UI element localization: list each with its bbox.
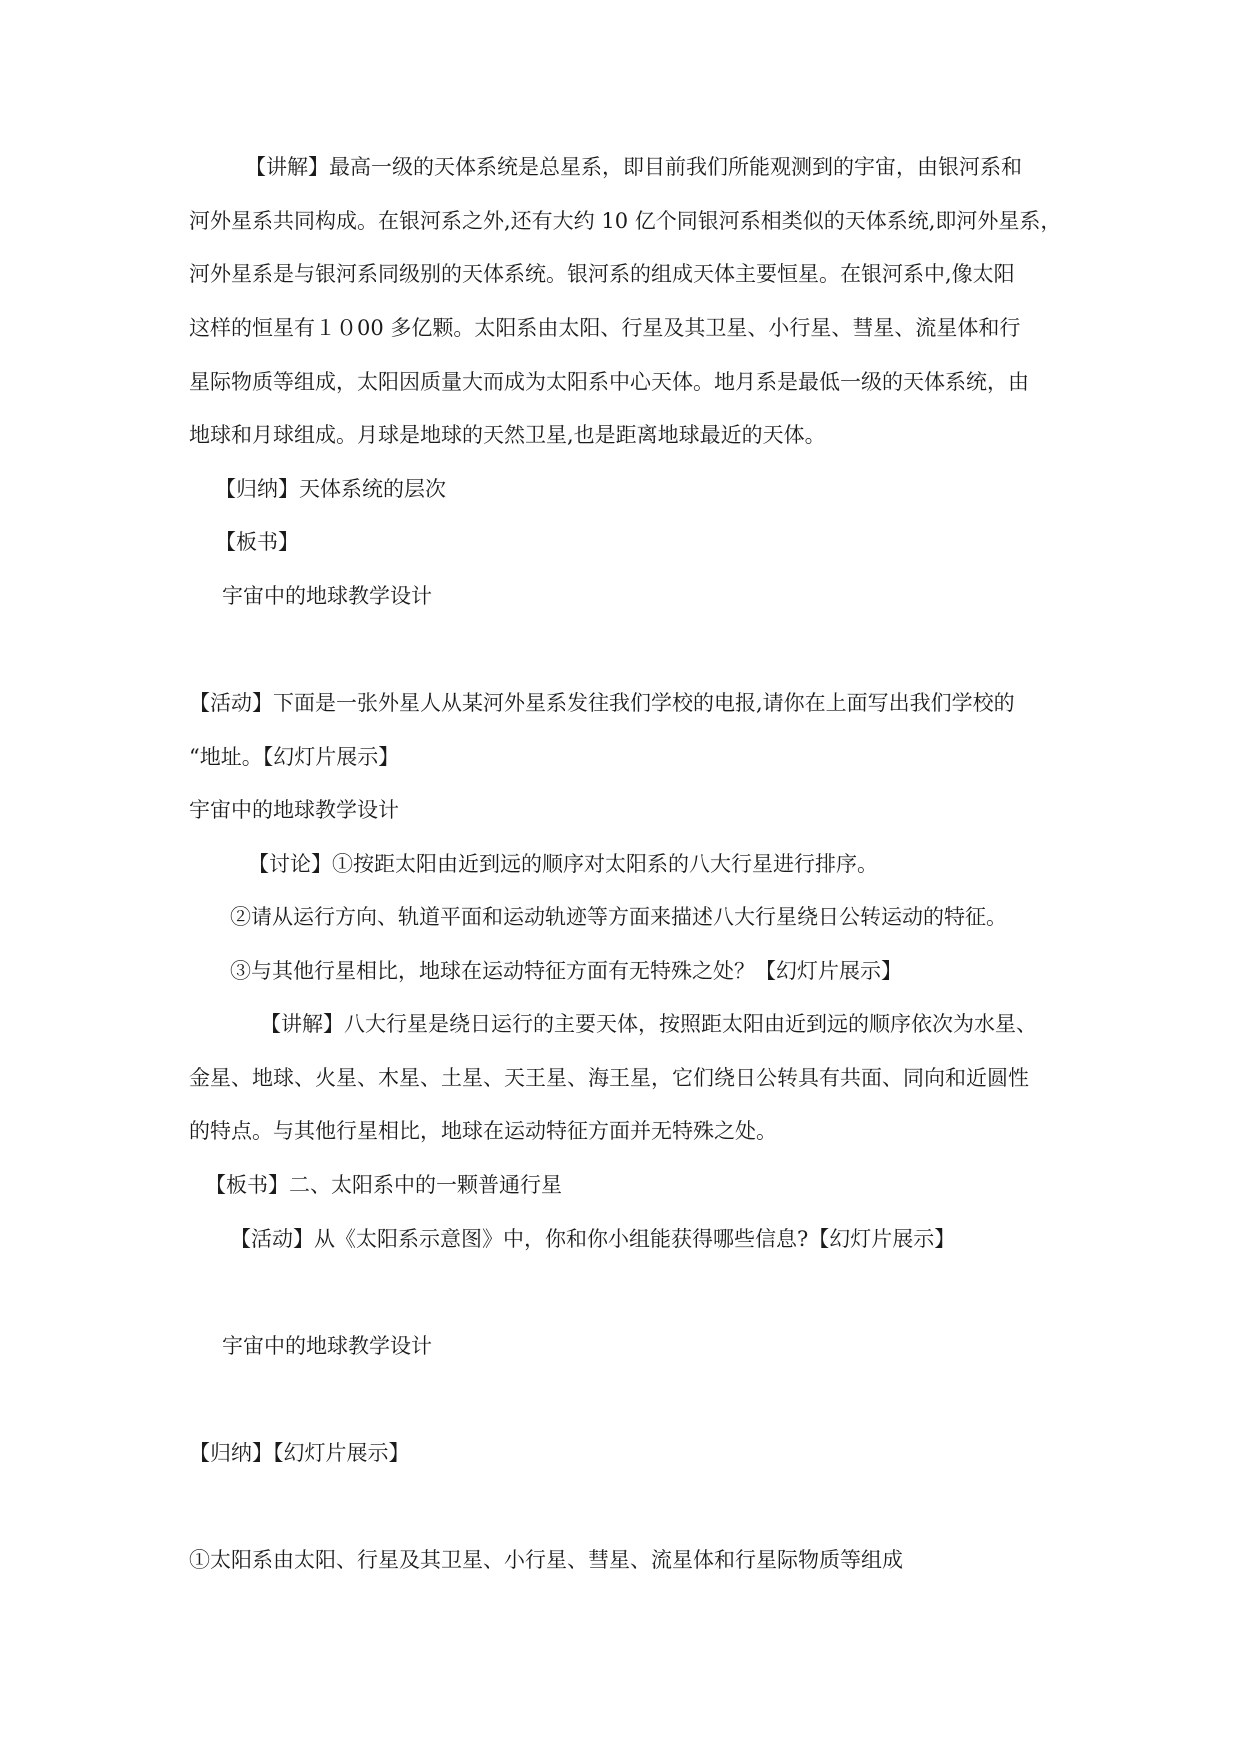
paragraph-2-line-1: 【讲解】八大行星是绕日运行的主要天体，按照距太阳由近到远的顺序依次为水星、 <box>260 1012 1037 1036</box>
activity-1-line-1: 【活动】下面是一张外星人从某河外星系发往我们学校的电报,请你在上面写出我们学校的 <box>189 691 1015 715</box>
paragraph-1-line-3: 河外星系是与银河系同级别的天体系统。银河系的组成天体主要恒星。在银河系中,像太阳 <box>189 262 1015 286</box>
paragraph-2-line-3: 的特点。与其他行星相比，地球在运动特征方面并无特殊之处。 <box>189 1119 777 1143</box>
summary-heading-1: 【归纳】天体系统的层次 <box>215 477 446 501</box>
paragraph-2-line-2: 金星、地球、火星、木星、土星、天王星、海王星，它们绕日公转具有共面、同向和近圆性 <box>189 1066 1029 1090</box>
paragraph-1-line-1: 【讲解】最高一级的天体系统是总星系，即目前我们所能观测到的宇宙，由银河系和 <box>245 155 1022 179</box>
blackboard-heading-2: 【板书】二、太阳系中的一颗普通行星 <box>205 1173 562 1197</box>
summary-heading-2: 【归纳】【幻灯片展示】 <box>189 1441 410 1465</box>
paragraph-1-line-6: 地球和月球组成。月球是地球的天然卫星,也是距离地球最近的天体。 <box>189 423 826 447</box>
discussion-item-3: ③与其他行星相比，地球在运动特征方面有无特殊之处？【幻灯片展示】 <box>230 959 902 983</box>
paragraph-1-line-4: 这样的恒星有１０00 多亿颗。太阳系由太阳、行星及其卫星、小行星、彗星、流星体和行 <box>189 316 1021 340</box>
section-title-1: 宇宙中的地球教学设计 <box>222 584 432 608</box>
activity-1-line-2: “地址。【幻灯片展示】 <box>189 745 400 769</box>
activity-2: 【活动】从《太阳系示意图》中，你和你小组能获得哪些信息?【幻灯片展示】 <box>230 1227 956 1251</box>
blackboard-heading-1: 【板书】 <box>215 530 299 554</box>
paragraph-1-line-5: 星际物质等组成，太阳因质量大而成为太阳系中心天体。地月系是最低一级的天体系统，由 <box>189 370 1029 394</box>
paragraph-1-line-2: 河外星系共同构成。在银河系之外,还有大约 10 亿个同银河系相类似的天体系统,即河外星系， <box>189 209 1062 233</box>
section-title-2: 宇宙中的地球教学设计 <box>189 798 399 822</box>
discussion-item-1: 【讨论】①按距太阳由近到远的顺序对太阳系的八大行星进行排序。 <box>248 852 878 876</box>
discussion-item-2: ②请从运行方向、轨道平面和运动轨迹等方面来描述八大行星绕日公转运动的特征。 <box>230 905 1007 929</box>
section-title-3: 宇宙中的地球教学设计 <box>222 1334 432 1358</box>
summary-item-1: ①太阳系由太阳、行星及其卫星、小行星、彗星、流星体和行星际物质等组成 <box>189 1548 903 1572</box>
